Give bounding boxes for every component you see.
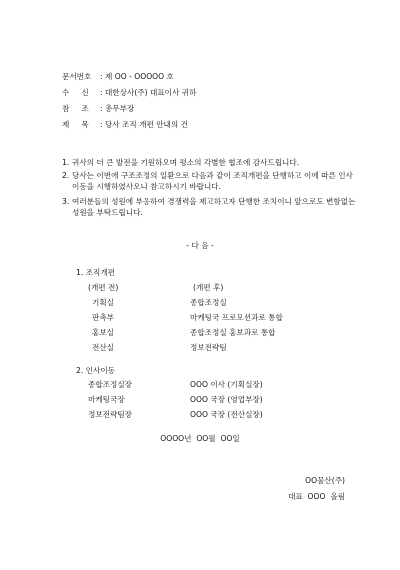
col-after-header: (개편 후) bbox=[193, 283, 224, 292]
company-name: OO물산(주) bbox=[305, 476, 345, 485]
doc-number-value: : 제 OO - OOOOO 호 bbox=[100, 72, 174, 81]
recipient-value: : 대한상사(주) 대표이사 귀하 bbox=[100, 88, 197, 97]
body-paragraph-2 bbox=[62, 170, 362, 192]
col-before-header: (개편 전) bbox=[88, 283, 119, 292]
reorg-before-cell: 기획실 bbox=[92, 298, 115, 307]
subject-label: 제 목 bbox=[62, 120, 89, 129]
reference-value: : 총무부장 bbox=[100, 104, 135, 113]
reference-line bbox=[62, 104, 134, 113]
personnel-person-cell: OOO 국장 (전산실장) bbox=[190, 410, 263, 419]
paragraph-number: 3. bbox=[62, 197, 70, 206]
separator-heading: - 다 음 - bbox=[186, 241, 214, 250]
reorg-before-cell: 전산실 bbox=[92, 343, 115, 352]
recipient-label: 수 신 bbox=[62, 88, 89, 97]
subject-value: : 당사 조직 개편 안내의 건 bbox=[100, 120, 188, 129]
personnel-position-cell: 정보전략팀장 bbox=[88, 410, 133, 419]
reorg-after-cell: 종합조정실 bbox=[190, 298, 227, 307]
section-personnel-title: 2. 인사이동 bbox=[76, 366, 116, 375]
personnel-person-cell: OOO 이사 (기획실장) bbox=[190, 380, 263, 389]
paragraph-text: 당사는 이번에 구조조정의 일환으로 다음과 같이 조직개편을 단행하고 이에 따른 인사 이동을 시행하였사오니 참고하시기 바랍니다. bbox=[72, 171, 353, 191]
reference-label: 참 조 bbox=[62, 104, 89, 113]
paragraph-text: 여러분들의 성원에 부응하여 경쟁력을 제고하고자 단행한 조치이니 앞으로도 변함없는 성원을 부탁드립니다. bbox=[72, 197, 356, 217]
reorg-after-cell: 정보전략팀 bbox=[190, 343, 227, 352]
paragraph-text: 귀사의 더 큰 발전을 기원하오며 평소의 각별한 협조에 감사드립니다. bbox=[72, 158, 300, 167]
reorg-before-cell: 판촉부 bbox=[92, 313, 115, 322]
paragraph-number: 1. bbox=[62, 158, 70, 167]
recipient-line bbox=[62, 88, 196, 97]
document-date: OOOO년 OO월 OO일 bbox=[160, 434, 240, 443]
reorg-after-cell: 종합조정실 홍보과로 통합 bbox=[190, 328, 276, 337]
doc-number-line bbox=[62, 72, 174, 81]
personnel-position-cell: 종합조정실장 bbox=[88, 380, 133, 389]
section-reorg-title: 1. 조직개편 bbox=[76, 268, 116, 277]
subject-line bbox=[62, 120, 188, 129]
signature-line: 대표 OOO 올림 bbox=[288, 492, 345, 501]
body-paragraph-3 bbox=[62, 196, 362, 218]
body-paragraph-1 bbox=[62, 157, 362, 168]
reorg-before-cell: 홍보실 bbox=[92, 328, 115, 337]
personnel-person-cell: OOO 국장 (영업부장) bbox=[190, 395, 263, 404]
doc-number-label: 문서번호 bbox=[62, 72, 92, 81]
personnel-position-cell: 마케팅국장 bbox=[88, 395, 125, 404]
paragraph-number: 2. bbox=[62, 171, 70, 180]
reorg-after-cell: 마케팅국 프로모션과로 통합 bbox=[190, 313, 283, 322]
